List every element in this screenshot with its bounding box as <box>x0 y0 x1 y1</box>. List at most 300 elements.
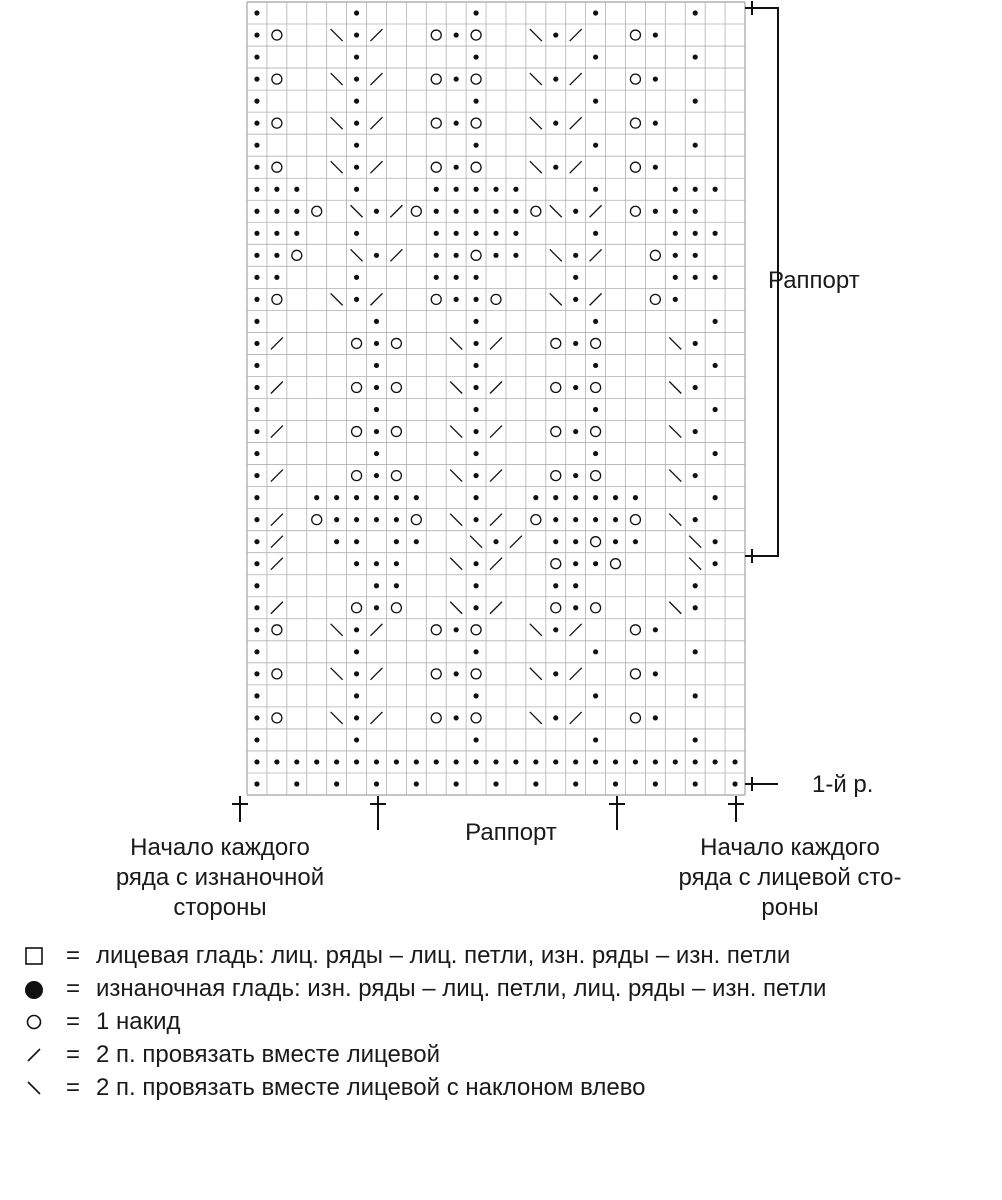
purl-stitch-mark <box>513 231 518 236</box>
yarn-over-mark <box>531 206 541 216</box>
purl-stitch-mark <box>374 517 379 522</box>
purl-stitch-mark <box>513 209 518 214</box>
purl-stitch-mark <box>513 759 518 764</box>
purl-stitch-mark <box>613 781 618 786</box>
yarn-over-mark <box>272 294 282 304</box>
k2tog-mark <box>271 381 283 393</box>
purl-stitch-mark <box>553 759 558 764</box>
yarn-over-mark <box>411 515 421 525</box>
yarn-over-mark <box>272 30 282 40</box>
yarn-over-mark <box>630 30 640 40</box>
purl-stitch-mark <box>473 10 478 15</box>
k2tog-mark <box>370 161 382 173</box>
yarn-over-mark <box>630 669 640 679</box>
purl-stitch-mark <box>374 429 379 434</box>
k2tog-mark <box>490 602 502 614</box>
empty-square-icon <box>24 946 44 966</box>
purl-stitch-mark <box>254 187 259 192</box>
purl-stitch-mark <box>693 10 698 15</box>
legend-item <box>18 1006 988 1037</box>
purl-stitch-mark <box>454 627 459 632</box>
purl-stitch-mark <box>693 605 698 610</box>
ssk-mark <box>331 29 343 41</box>
purl-stitch-mark <box>354 737 359 742</box>
yarn-over-mark <box>431 162 441 172</box>
purl-stitch-mark <box>454 231 459 236</box>
yarn-over-mark <box>431 294 441 304</box>
purl-stitch-mark <box>593 143 598 148</box>
purl-stitch-mark <box>673 253 678 258</box>
yarn-over-mark <box>630 625 640 635</box>
k2tog-mark <box>570 668 582 680</box>
purl-stitch-mark <box>713 187 718 192</box>
purl-stitch-mark <box>553 121 558 126</box>
purl-stitch-mark <box>354 539 359 544</box>
yarn-over-mark <box>352 603 362 613</box>
equals-sign: = <box>65 1041 80 1068</box>
purl-stitch-mark <box>613 495 618 500</box>
purl-stitch-mark <box>473 737 478 742</box>
purl-stitch-mark <box>354 715 359 720</box>
purl-stitch-mark <box>693 253 698 258</box>
yarn-over-mark <box>352 427 362 437</box>
purl-stitch-mark <box>613 517 618 522</box>
ssk-mark <box>669 470 681 482</box>
yarn-over-mark <box>630 515 640 525</box>
purl-stitch-mark <box>473 209 478 214</box>
purl-stitch-mark <box>434 187 439 192</box>
k2tog-mark <box>271 514 283 526</box>
purl-stitch-mark <box>553 539 558 544</box>
ssk-mark <box>331 161 343 173</box>
k2tog-mark <box>271 337 283 349</box>
bottom-rapport-label: Раппорт <box>465 819 557 846</box>
purl-stitch-mark <box>334 539 339 544</box>
ssk-mark <box>530 624 542 636</box>
purl-stitch-mark <box>633 759 638 764</box>
purl-stitch-mark <box>354 693 359 698</box>
yarn-over-mark <box>650 294 660 304</box>
k2tog-mark <box>510 536 522 548</box>
ssk-mark <box>530 117 542 129</box>
purl-stitch-mark <box>573 583 578 588</box>
purl-stitch-mark <box>653 759 658 764</box>
note-line: Начало каждого <box>130 834 310 861</box>
note-line: ряда с лицевой сто- <box>678 864 902 891</box>
purl-stitch-mark <box>354 671 359 676</box>
ssk-mark <box>351 205 363 217</box>
purl-stitch-mark <box>693 759 698 764</box>
k2tog-mark <box>370 293 382 305</box>
purl-stitch-mark <box>473 759 478 764</box>
purl-stitch-mark <box>553 671 558 676</box>
yarn-over-mark <box>551 427 561 437</box>
purl-stitch-mark <box>374 363 379 368</box>
purl-stitch-mark <box>593 99 598 104</box>
purl-stitch-mark <box>593 231 598 236</box>
purl-stitch-mark <box>473 231 478 236</box>
yarn-over-mark <box>591 427 601 437</box>
purl-stitch-mark <box>573 429 578 434</box>
purl-stitch-mark <box>314 759 319 764</box>
purl-stitch-mark <box>454 781 459 786</box>
ssk-mark <box>530 29 542 41</box>
legend-item <box>18 1072 988 1103</box>
purl-stitch-mark <box>553 165 558 170</box>
ssk-mark <box>331 73 343 85</box>
purl-stitch-mark <box>713 451 718 456</box>
purl-stitch-mark <box>254 54 259 59</box>
purl-stitch-mark <box>254 363 259 368</box>
ssk-mark <box>450 337 462 349</box>
purl-stitch-mark <box>274 253 279 258</box>
purl-stitch-mark <box>573 253 578 258</box>
ssk-mark <box>331 712 343 724</box>
ssk-mark <box>450 470 462 482</box>
purl-stitch-mark <box>473 363 478 368</box>
purl-stitch-mark <box>254 473 259 478</box>
k2tog-mark <box>590 293 602 305</box>
k2tog-mark <box>271 602 283 614</box>
purl-stitch-mark <box>254 715 259 720</box>
ssk-mark <box>331 624 343 636</box>
purl-stitch-mark <box>473 407 478 412</box>
ssk-mark <box>689 536 701 548</box>
rapport-brackets <box>232 1 778 830</box>
purl-stitch-mark <box>434 231 439 236</box>
ssk-mark <box>530 161 542 173</box>
purl-stitch-mark <box>394 583 399 588</box>
ssk-mark <box>450 381 462 393</box>
purl-stitch-mark <box>254 385 259 390</box>
purl-stitch-mark <box>653 121 658 126</box>
purl-stitch-mark <box>593 54 598 59</box>
k2tog-mark <box>490 470 502 482</box>
yarn-over-mark <box>352 471 362 481</box>
purl-stitch-mark <box>673 187 678 192</box>
purl-stitch-mark <box>354 32 359 37</box>
purl-stitch-mark <box>354 76 359 81</box>
purl-stitch-mark <box>254 693 259 698</box>
purl-stitch-mark <box>693 143 698 148</box>
legend-text: изнаночная гладь: изн. ряды – лиц. петли, лиц. ряды – изн. петли <box>96 975 827 1002</box>
legend-text: 2 п. провязать вместе лицевой с наклоном влево <box>96 1074 646 1101</box>
purl-stitch-mark <box>693 54 698 59</box>
ssk-mark <box>530 712 542 724</box>
purl-stitch-mark <box>673 759 678 764</box>
purl-stitch-mark <box>473 451 478 456</box>
note-line: роны <box>761 894 819 921</box>
purl-stitch-mark <box>374 253 379 258</box>
ssk-mark <box>450 602 462 614</box>
k2tog-mark <box>370 29 382 41</box>
k2tog-mark <box>590 249 602 261</box>
purl-stitch-mark <box>354 627 359 632</box>
purl-stitch-mark <box>693 429 698 434</box>
yarn-over-mark <box>551 338 561 348</box>
purl-stitch-mark <box>693 473 698 478</box>
yarn-over-mark <box>551 603 561 613</box>
yarn-over-mark <box>431 74 441 84</box>
purl-stitch-mark <box>573 495 578 500</box>
yarn-over-mark <box>471 30 481 40</box>
purl-stitch-mark <box>254 517 259 522</box>
purl-stitch-mark <box>573 275 578 280</box>
ssk-mark <box>331 117 343 129</box>
ssk-mark <box>550 249 562 261</box>
k2tog-mark <box>570 29 582 41</box>
plus-marker <box>745 549 760 563</box>
purl-stitch-mark <box>613 759 618 764</box>
yarn-over-mark <box>292 250 302 260</box>
yarn-over-mark <box>411 206 421 216</box>
ssk-mark <box>669 602 681 614</box>
purl-stitch-mark <box>593 363 598 368</box>
purl-stitch-mark <box>573 781 578 786</box>
purl-stitch-mark <box>713 231 718 236</box>
k2tog-mark <box>570 73 582 85</box>
yarn-over-mark <box>471 713 481 723</box>
purl-stitch-mark <box>493 231 498 236</box>
purl-stitch-mark <box>254 605 259 610</box>
purl-stitch-mark <box>454 715 459 720</box>
slash-right-icon <box>24 1045 44 1065</box>
purl-stitch-mark <box>254 231 259 236</box>
purl-stitch-mark <box>693 187 698 192</box>
purl-stitch-mark <box>374 407 379 412</box>
purl-stitch-mark <box>573 517 578 522</box>
purl-stitch-mark <box>653 32 658 37</box>
legend-item <box>18 940 988 971</box>
purl-stitch-mark <box>493 209 498 214</box>
purl-stitch-mark <box>553 495 558 500</box>
purl-stitch-mark <box>593 495 598 500</box>
purl-stitch-mark <box>454 297 459 302</box>
purl-stitch-mark <box>713 363 718 368</box>
purl-stitch-mark <box>713 561 718 566</box>
purl-stitch-mark <box>254 407 259 412</box>
yarn-over-mark <box>591 603 601 613</box>
purl-stitch-mark <box>334 517 339 522</box>
purl-stitch-mark <box>693 99 698 104</box>
purl-stitch-mark <box>454 671 459 676</box>
filled-dot-icon <box>23 979 45 1001</box>
purl-stitch-mark <box>354 649 359 654</box>
ssk-mark <box>470 536 482 548</box>
yarn-over-mark <box>471 250 481 260</box>
purl-stitch-mark <box>254 253 259 258</box>
purl-stitch-mark <box>254 297 259 302</box>
yarn-over-mark <box>551 382 561 392</box>
yarn-over-mark <box>391 338 401 348</box>
purl-stitch-mark <box>713 539 718 544</box>
purl-stitch-mark <box>294 231 299 236</box>
purl-stitch-mark <box>254 10 259 15</box>
purl-stitch-mark <box>553 517 558 522</box>
purl-stitch-mark <box>473 561 478 566</box>
purl-stitch-mark <box>653 209 658 214</box>
purl-stitch-mark <box>334 759 339 764</box>
purl-stitch-mark <box>374 561 379 566</box>
k2tog-mark <box>271 470 283 482</box>
purl-stitch-mark <box>673 297 678 302</box>
purl-stitch-mark <box>254 759 259 764</box>
purl-stitch-mark <box>693 231 698 236</box>
purl-stitch-mark <box>354 121 359 126</box>
purl-stitch-mark <box>493 187 498 192</box>
yarn-over-mark <box>431 30 441 40</box>
purl-stitch-mark <box>254 275 259 280</box>
k2tog-mark <box>490 426 502 438</box>
purl-stitch-mark <box>693 209 698 214</box>
purl-stitch-mark <box>473 275 478 280</box>
yarn-over-mark <box>650 250 660 260</box>
purl-stitch-mark <box>254 737 259 742</box>
k2tog-mark <box>590 205 602 217</box>
purl-stitch-mark <box>593 737 598 742</box>
ssk-mark <box>450 426 462 438</box>
purl-stitch-mark <box>533 781 538 786</box>
purl-stitch-mark <box>693 385 698 390</box>
start-wrong-side-note <box>70 833 370 923</box>
legend-item <box>18 1039 988 1070</box>
k2tog-mark <box>570 117 582 129</box>
yarn-over-mark <box>471 118 481 128</box>
purl-stitch-mark <box>493 253 498 258</box>
purl-stitch-mark <box>274 759 279 764</box>
purl-stitch-mark <box>454 32 459 37</box>
purl-stitch-mark <box>653 671 658 676</box>
purl-stitch-mark <box>553 583 558 588</box>
purl-stitch-mark <box>254 671 259 676</box>
purl-stitch-mark <box>693 693 698 698</box>
yarn-over-mark <box>272 625 282 635</box>
yarn-over-mark <box>272 162 282 172</box>
yarn-over-mark <box>630 162 640 172</box>
purl-stitch-mark <box>294 759 299 764</box>
yarn-over-mark <box>431 118 441 128</box>
purl-stitch-mark <box>673 209 678 214</box>
purl-stitch-mark <box>454 187 459 192</box>
yarn-over-mark <box>272 118 282 128</box>
plus-marker <box>232 796 248 822</box>
purl-stitch-mark <box>394 561 399 566</box>
k2tog-mark <box>490 514 502 526</box>
purl-stitch-mark <box>653 76 658 81</box>
purl-stitch-mark <box>473 495 478 500</box>
purl-stitch-mark <box>354 297 359 302</box>
purl-stitch-mark <box>254 209 259 214</box>
purl-stitch-mark <box>254 627 259 632</box>
k2tog-mark <box>390 249 402 261</box>
purl-stitch-mark <box>454 121 459 126</box>
yarn-over-mark <box>531 515 541 525</box>
ssk-mark <box>669 337 681 349</box>
k2tog-mark <box>570 624 582 636</box>
k2tog-mark <box>490 337 502 349</box>
purl-stitch-mark <box>274 231 279 236</box>
purl-stitch-mark <box>473 693 478 698</box>
purl-stitch-mark <box>693 649 698 654</box>
yarn-over-mark <box>431 625 441 635</box>
purl-stitch-mark <box>693 583 698 588</box>
purl-stitch-mark <box>454 253 459 258</box>
purl-stitch-mark <box>473 143 478 148</box>
yarn-over-mark <box>391 603 401 613</box>
yarn-over-mark <box>312 206 322 216</box>
purl-stitch-mark <box>374 605 379 610</box>
purl-stitch-mark <box>473 54 478 59</box>
yarn-over-mark <box>471 669 481 679</box>
purl-stitch-mark <box>254 341 259 346</box>
purl-stitch-mark <box>294 187 299 192</box>
purl-stitch-mark <box>593 693 598 698</box>
yarn-over-mark <box>591 382 601 392</box>
purl-stitch-mark <box>354 517 359 522</box>
purl-stitch-mark <box>354 10 359 15</box>
purl-stitch-mark <box>254 76 259 81</box>
legend-text: 2 п. провязать вместе лицевой <box>96 1041 441 1068</box>
note-line: ряда с изнаночной <box>115 864 325 891</box>
purl-stitch-mark <box>354 561 359 566</box>
yarn-over-mark <box>630 713 640 723</box>
purl-stitch-mark <box>713 275 718 280</box>
purl-stitch-mark <box>414 495 419 500</box>
purl-stitch-mark <box>573 297 578 302</box>
purl-stitch-mark <box>414 781 419 786</box>
purl-stitch-mark <box>593 319 598 324</box>
purl-stitch-mark <box>274 275 279 280</box>
purl-stitch-mark <box>374 451 379 456</box>
start-right-side-note <box>630 833 950 923</box>
ssk-mark <box>530 73 542 85</box>
purl-stitch-mark <box>314 495 319 500</box>
purl-stitch-mark <box>274 209 279 214</box>
k2tog-mark <box>271 426 283 438</box>
purl-stitch-mark <box>354 187 359 192</box>
purl-stitch-mark <box>294 781 299 786</box>
purl-stitch-mark <box>354 143 359 148</box>
side-rapport-label: Раппорт <box>768 267 860 294</box>
purl-stitch-mark <box>374 759 379 764</box>
ssk-mark <box>669 514 681 526</box>
purl-stitch-mark <box>454 275 459 280</box>
purl-stitch-mark <box>732 759 737 764</box>
yarn-over-mark <box>352 382 362 392</box>
k2tog-mark <box>370 117 382 129</box>
yarn-over-mark <box>591 338 601 348</box>
yarn-over-mark <box>591 471 601 481</box>
purl-stitch-mark <box>633 495 638 500</box>
purl-stitch-mark <box>274 187 279 192</box>
yarn-over-mark <box>272 713 282 723</box>
purl-stitch-mark <box>354 495 359 500</box>
note-line: Начало каждого <box>700 834 880 861</box>
purl-stitch-mark <box>473 385 478 390</box>
purl-stitch-mark <box>473 341 478 346</box>
purl-stitch-mark <box>593 759 598 764</box>
purl-stitch-mark <box>553 76 558 81</box>
purl-stitch-mark <box>513 187 518 192</box>
purl-stitch-mark <box>553 715 558 720</box>
purl-stitch-mark <box>394 539 399 544</box>
purl-stitch-mark <box>434 275 439 280</box>
purl-stitch-mark <box>473 605 478 610</box>
purl-stitch-mark <box>374 341 379 346</box>
purl-stitch-mark <box>673 231 678 236</box>
purl-stitch-mark <box>254 32 259 37</box>
ssk-mark <box>550 205 562 217</box>
